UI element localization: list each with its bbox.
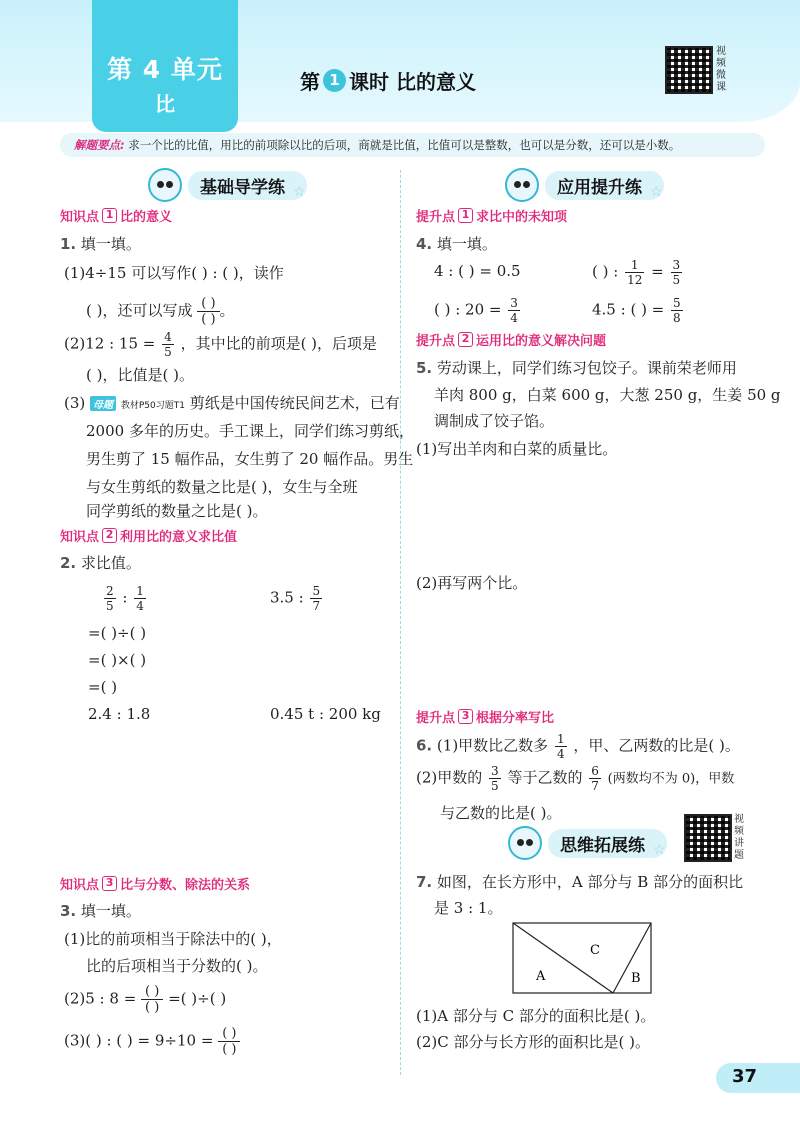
q1-line: 男生剪了 15 幅作品，女生剪了 20 幅作品。男生 <box>86 450 414 468</box>
qr-label: 视频微课 <box>716 46 726 93</box>
page-number-tab <box>716 1063 800 1093</box>
improve-point-1 <box>416 206 567 225</box>
q1-text: (2)12 : 15 = <box>64 334 156 353</box>
qr-code-icon[interactable] <box>684 814 732 862</box>
question-number: 7. <box>416 873 433 891</box>
kp-prefix: 提升点 <box>416 711 456 726</box>
unit-title: 第 4 单元 <box>107 55 223 84</box>
question-text: 填一填。 <box>80 235 141 253</box>
question-text: 劳动课上，同学们练习包饺子。课前荣老师用 <box>436 359 737 377</box>
q4-a: 4 : ( ) = 0.5 <box>434 262 521 280</box>
q1-text: ，其中比的前项是( )，后项是 <box>180 334 378 353</box>
q3-text: (3)( ) : ( ) = 9÷10 = <box>64 1031 214 1050</box>
star-icon: ☆ <box>293 184 306 200</box>
section-banner-extend <box>508 828 666 858</box>
q4-d <box>592 296 685 325</box>
q2-d-expr: 0.45 t : 200 kg <box>270 705 381 723</box>
fraction: $\frac{6}{7}$ <box>591 764 599 793</box>
banner-title: 基础导学练 <box>188 171 307 200</box>
qr-code-icon[interactable] <box>665 46 713 94</box>
question-text: 填一填。 <box>436 235 497 253</box>
q6-text: ，甲、乙两数的比是( )。 <box>573 736 740 755</box>
lesson-number: 1 <box>323 69 346 92</box>
kp-num: 3 <box>458 709 473 724</box>
question-number: 5. <box>416 359 433 377</box>
q1-line: (1)4÷15 可以写作( ) : ( )，读作 <box>64 264 284 282</box>
q1-text: 剪纸是中国传统民间艺术，已有 <box>189 394 400 412</box>
q1-line <box>64 330 377 359</box>
fraction: $\frac{3}{5}$ <box>672 258 681 287</box>
kp-prefix: 知识点 <box>60 530 100 545</box>
banner-title: 思维拓展练 <box>548 829 667 858</box>
column-divider <box>400 170 401 1075</box>
q7-line: 是 3 : 1。 <box>434 899 503 917</box>
q1-line <box>64 392 400 413</box>
tip-bar <box>60 133 765 157</box>
kp-title: 运用比的意义解决问题 <box>476 334 607 349</box>
question-number: 4. <box>416 235 433 253</box>
label-a: A <box>536 969 546 984</box>
kp-num: 3 <box>102 876 117 891</box>
q2-step: =( )÷( ) <box>88 624 147 642</box>
question-1-title <box>60 233 141 254</box>
unit-subtitle: 比 <box>155 92 175 116</box>
q5-part: (1)写出羊肉和白菜的质量比。 <box>416 440 618 458</box>
section-banner-apply <box>505 170 663 200</box>
q3-line: (1)比的前项相当于除法中的( )， <box>64 930 282 948</box>
fraction: $\frac{2}{5}$ <box>106 584 114 613</box>
lesson-prefix: 第 <box>300 70 320 94</box>
fraction-blank[interactable]: $\frac{( )}{( )}$ <box>141 984 163 1015</box>
kp-num: 1 <box>102 208 117 223</box>
q7-part: (2)C 部分与长方形的面积比是( )。 <box>416 1033 650 1051</box>
q3-line: 比的后项相当于分数的( )。 <box>86 957 268 975</box>
q1-text: ( )，还可以写成 <box>86 301 193 320</box>
improve-point-3 <box>416 707 554 726</box>
kp-title: 比的意义 <box>120 210 173 225</box>
q6-text: 等于乙数的 <box>507 768 583 787</box>
question-6 <box>416 732 740 761</box>
question-number: 1. <box>60 235 77 253</box>
kp-prefix: 知识点 <box>60 210 100 225</box>
fraction: $\frac{1}{4}$ <box>556 732 565 761</box>
q4-b <box>592 258 684 287</box>
question-number: 3. <box>60 902 77 920</box>
fraction-blank[interactable]: $\frac{( )}{( )}$ <box>218 1026 240 1057</box>
knowledge-point-3 <box>60 874 250 893</box>
q1-line: ( )，还可以写成 $\frac{( )}{( )}$。 <box>86 296 235 327</box>
kp-title: 利用比的意义求比值 <box>120 530 238 545</box>
question-number: 2. <box>60 554 77 572</box>
unit-box <box>92 0 238 132</box>
kp-prefix: 提升点 <box>416 210 456 225</box>
question-text: 填一填。 <box>80 902 141 920</box>
kp-prefix: 提升点 <box>416 334 456 349</box>
fraction-blank[interactable]: $\frac{( )}{( )}$ <box>197 296 219 327</box>
lesson-name: 课时 比的意义 <box>349 70 476 94</box>
q5-part: (2)再写两个比。 <box>416 574 528 592</box>
q3-text: =( )÷( ) <box>168 989 227 1008</box>
star-icon: ☆ <box>653 842 666 858</box>
q6-text: (2)甲数的 <box>416 768 483 787</box>
tip-label: 解题要点: <box>74 138 125 152</box>
kp-prefix: 知识点 <box>60 878 100 893</box>
kp-num: 2 <box>102 528 117 543</box>
q7-part: (1)A 部分与 C 部分的面积比是( )。 <box>416 1007 656 1025</box>
page-number: 37 <box>732 1066 758 1087</box>
q5-line: 调制成了饺子馅。 <box>434 412 555 430</box>
qr-label: 视频讲题 <box>734 814 744 861</box>
fraction: $\frac{3}{4}$ <box>510 296 518 325</box>
diagonal-line <box>513 923 613 993</box>
fraction: $\frac{1}{12}$ <box>627 258 643 287</box>
q2-text: 3.5 : <box>270 588 304 607</box>
q6-text: (1)甲数比乙数多 <box>436 736 549 755</box>
question-text: 求比值。 <box>80 554 141 572</box>
tip-text: 求一个比的比值，用比的前项除以比的后项，商就是比值，比值可以是整数，也可以是分数，还可以是小数。 <box>128 138 681 152</box>
knowledge-point-2 <box>60 526 237 545</box>
kp-title: 求比中的未知项 <box>476 210 568 225</box>
fraction: $\frac{3}{5}$ <box>491 764 499 793</box>
mascot-icon <box>148 168 182 202</box>
lesson-title <box>300 66 476 95</box>
mother-question-tag: 母题 <box>90 396 116 411</box>
q2-b-expr <box>270 584 324 613</box>
fraction: $\frac{4}{5}$ <box>164 330 172 359</box>
q5-line: 羊肉 800 g，白菜 600 g，大葱 250 g，生姜 50 g <box>434 386 781 404</box>
label-b: B <box>631 971 641 986</box>
question-number: 6. <box>416 736 433 755</box>
q2-c-expr: 2.4 : 1.8 <box>88 705 151 723</box>
kp-title: 根据分率写比 <box>476 711 555 726</box>
q4-text: ( ) : 20 = <box>434 300 502 319</box>
question-3-title <box>60 900 141 921</box>
question-5 <box>416 357 737 378</box>
q2-step: =( )×( ) <box>88 651 147 669</box>
q4-text: 4.5 : ( ) = <box>592 300 665 319</box>
question-2-title <box>60 552 141 573</box>
q3-text: (2)5 : 8 = <box>64 989 137 1008</box>
fraction: $\frac{5}{7}$ <box>312 584 321 613</box>
equals: = <box>651 262 664 281</box>
textbook-ref: 教材P50习题T1 <box>120 401 185 411</box>
banner-title: 应用提升练 <box>545 171 664 200</box>
q1-text: (3) <box>64 394 86 412</box>
q1-line: 与女生剪纸的数量之比是( )，女生与全班 <box>86 478 358 496</box>
question-4-title <box>416 233 497 254</box>
fraction: $\frac{5}{8}$ <box>673 296 681 325</box>
q6-text: (两数均不为 0)，甲数 <box>607 771 735 787</box>
improve-point-2 <box>416 330 606 349</box>
rectangle-diagram <box>512 922 652 994</box>
q2-a-expr <box>102 584 148 613</box>
q4-text: ( ) : <box>592 262 619 281</box>
kp-num: 1 <box>458 208 473 223</box>
q1-line: 2000 多年的历史。手工课上，同学们练习剪纸， <box>86 422 414 440</box>
question-text: 如图，在长方形中，A 部分与 B 部分的面积比 <box>436 873 744 891</box>
fraction: $\frac{1}{4}$ <box>136 584 144 613</box>
q3-line <box>64 984 226 1015</box>
kp-num: 2 <box>458 332 473 347</box>
q2-step: =( ) <box>88 678 118 696</box>
mascot-icon <box>508 826 542 860</box>
q1-line: ( )，比值是( )。 <box>86 366 194 384</box>
q1-line: 同学剪纸的数量之比是( )。 <box>86 502 268 520</box>
section-banner-basic <box>148 170 306 200</box>
star-icon: ☆ <box>650 184 663 200</box>
q6-line <box>416 764 734 793</box>
q4-c <box>434 296 522 325</box>
q6-line: 与乙数的比是( )。 <box>440 804 562 822</box>
colon: : <box>122 588 128 607</box>
knowledge-point-1 <box>60 206 172 225</box>
label-c: C <box>590 943 600 958</box>
question-7 <box>416 871 743 892</box>
q3-line <box>64 1026 240 1057</box>
mascot-icon <box>505 168 539 202</box>
kp-title: 比与分数、除法的关系 <box>120 878 251 893</box>
